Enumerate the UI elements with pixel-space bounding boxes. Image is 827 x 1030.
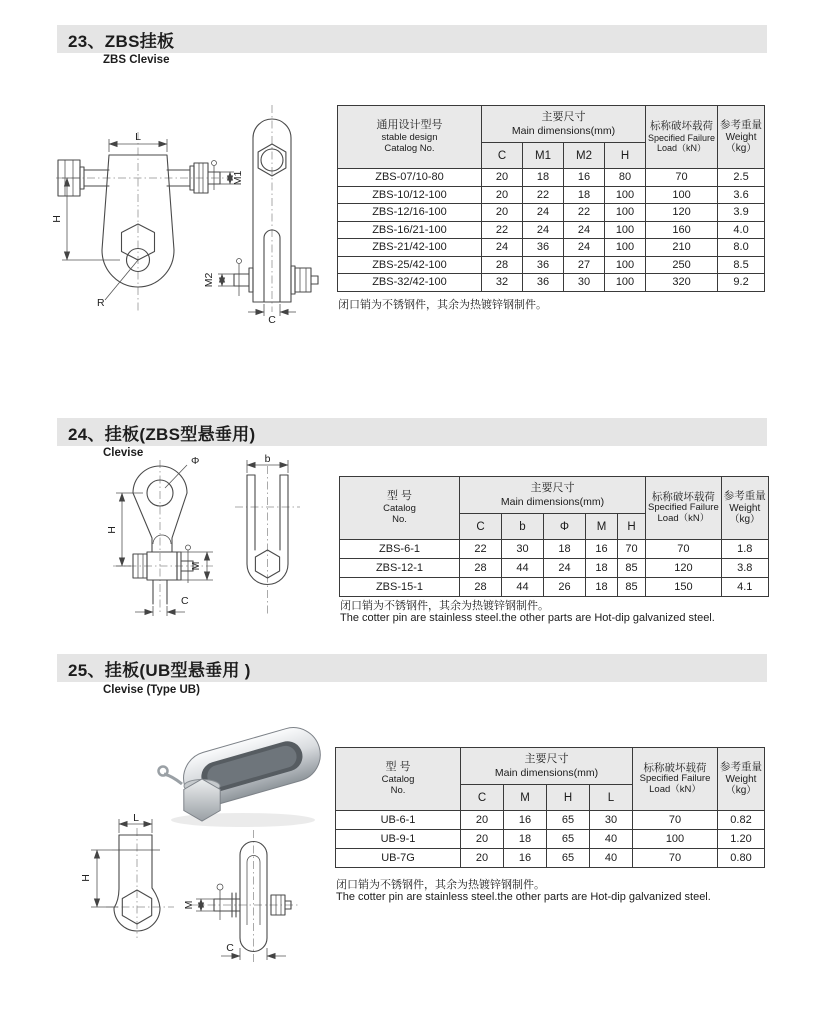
section-23-note-cn: 闭口销为不锈钢件，其余为热镀锌钢制件。 (338, 299, 547, 311)
cell: 20 (482, 186, 523, 204)
cell: 36 (523, 274, 564, 292)
catalog-cell: UB-9-1 (336, 830, 461, 849)
dim-label-M: M (183, 900, 195, 910)
catalog-cell: ZBS-12-1 (340, 559, 460, 578)
cell: 24 (523, 221, 564, 239)
clevise-zbs-spec-table (339, 476, 769, 597)
section-23-title: 23、ZBS挂板 (68, 31, 175, 51)
cell: 20 (482, 169, 523, 187)
cell: 28 (460, 578, 502, 597)
cell: 100 (646, 186, 718, 204)
cell: 150 (646, 578, 722, 597)
cell: 18 (586, 578, 618, 597)
table-row (338, 186, 765, 204)
section-23-subtitle: ZBS Clevise (103, 54, 170, 66)
cell: 28 (460, 559, 502, 578)
table-row (336, 811, 765, 830)
cotter-pin (164, 774, 182, 784)
clevise-zbs-technical-drawing (95, 452, 330, 632)
dim-col: Φ (544, 514, 586, 540)
table-row (338, 221, 765, 239)
dim-label-M: M (190, 561, 202, 571)
load-header: 标称破坏载荷 Specified Failure Load（kN） (633, 748, 718, 811)
zbs-side-view (203, 105, 318, 325)
load-header: 标称破坏载荷 Specified Failure Load（kN） (646, 106, 718, 169)
catalog-cell: ZBS-32/42-100 (338, 274, 482, 292)
dim-col: H (605, 143, 646, 169)
table-row (338, 256, 765, 274)
dim-label-C: C (181, 595, 189, 607)
cell: 22 (482, 221, 523, 239)
catalog-cell: ZBS-10/12-100 (338, 186, 482, 204)
cell: 3.9 (718, 204, 765, 222)
dims-header: 主要尺寸 Main dimensions(mm) (460, 477, 646, 514)
cell: 100 (605, 239, 646, 257)
cell: 20 (461, 830, 504, 849)
cell: 250 (646, 256, 718, 274)
cell: 70 (618, 540, 646, 559)
catalog-cell: ZBS-16/21-100 (338, 221, 482, 239)
clevise-front-view (106, 455, 213, 616)
cell: 16 (564, 169, 605, 187)
cell: 18 (504, 830, 547, 849)
cell: 100 (633, 830, 718, 849)
cell: 32 (482, 274, 523, 292)
dim-col: M1 (523, 143, 564, 169)
cell: 320 (646, 274, 718, 292)
table-row (340, 578, 769, 597)
cell: 120 (646, 559, 722, 578)
section-25-bar (57, 654, 767, 682)
cell: 1.8 (721, 540, 768, 559)
section-23-bar (57, 25, 767, 53)
cell: 26 (544, 578, 586, 597)
table-row (338, 204, 765, 222)
cell: 85 (618, 578, 646, 597)
table-row (338, 274, 765, 292)
dim-label-phi: Φ (191, 455, 200, 467)
dim-label-L: L (133, 812, 139, 824)
cell: 120 (646, 204, 718, 222)
cell: 4.1 (721, 578, 768, 597)
cell: 40 (590, 849, 633, 868)
cell: 16 (504, 849, 547, 868)
dim-col: H (618, 514, 646, 540)
cell: 18 (564, 186, 605, 204)
cell: 100 (605, 204, 646, 222)
cell: 30 (502, 540, 544, 559)
section-25-note-cn: 闭口销为不锈钢件，其余为热镀锌钢制件。 (336, 879, 545, 891)
cell: 160 (646, 221, 718, 239)
cell: 24 (523, 204, 564, 222)
ub-spec-table (335, 747, 765, 868)
dim-label-b: b (264, 453, 271, 465)
cell: 24 (482, 239, 523, 257)
dims-header: 主要尺寸 Main dimensions(mm) (461, 748, 633, 785)
cell: 22 (564, 204, 605, 222)
cell: 100 (605, 186, 646, 204)
section-25-subtitle: Clevise (Type UB) (103, 684, 200, 696)
table-row (338, 169, 765, 187)
cell: 1.20 (718, 830, 765, 849)
dim-col: C (482, 143, 523, 169)
section-25-note-en: The cotter pin are stainless steel.the other parts are Hot-dip galvanized steel. (336, 891, 711, 903)
cell: 70 (646, 169, 718, 187)
cell: 22 (523, 186, 564, 204)
cell: 30 (590, 811, 633, 830)
cell: 100 (605, 274, 646, 292)
dim-label-M1: M1 (232, 170, 244, 186)
weight-header: 参考重量 Weight （kg） (721, 477, 768, 540)
catalog-header: 通用设计型号 stable design Catalog No. (338, 106, 482, 169)
catalog-header: 型 号 Catalog No. (340, 477, 460, 540)
table-row (340, 559, 769, 578)
weight-header: 参考重量 Weight （kg） (718, 106, 765, 169)
ub-side-view (183, 830, 298, 965)
cell: 16 (586, 540, 618, 559)
cell: 24 (564, 239, 605, 257)
cell: 2.5 (718, 169, 765, 187)
cell: 65 (547, 830, 590, 849)
weight-header: 参考重量 Weight （kg） (718, 748, 765, 811)
dim-col: C (461, 785, 504, 811)
section-24-subtitle: Clevise (103, 447, 144, 459)
dim-col: L (590, 785, 633, 811)
ub-technical-drawing (80, 810, 305, 970)
cell: 44 (502, 578, 544, 597)
dim-col: H (547, 785, 590, 811)
cell: 36 (523, 256, 564, 274)
dim-label-H: H (51, 215, 63, 223)
cell: 70 (633, 849, 718, 868)
catalog-cell: ZBS-21/42-100 (338, 239, 482, 257)
cell: 24 (564, 221, 605, 239)
cell: 27 (564, 256, 605, 274)
dim-label-C: C (268, 314, 276, 325)
dim-col: b (502, 514, 544, 540)
cell: 100 (605, 256, 646, 274)
dim-col: M (504, 785, 547, 811)
load-header: 标称破坏载荷 Specified Failure Load（kN） (646, 477, 722, 540)
cell: 3.6 (718, 186, 765, 204)
dim-label-H: H (106, 526, 118, 534)
section-25-title: 25、挂板(UB型悬垂用 ) (68, 660, 251, 680)
cell: 44 (502, 559, 544, 578)
table-row (340, 540, 769, 559)
cotter-pin-ring (159, 767, 168, 776)
section-24-bar (57, 418, 767, 446)
dim-label-R: R (97, 297, 105, 309)
cell: 70 (633, 811, 718, 830)
cell: 36 (523, 239, 564, 257)
cell: 16 (504, 811, 547, 830)
dims-header: 主要尺寸 Main dimensions(mm) (482, 106, 646, 143)
zbs-spec-table (337, 105, 765, 292)
cell: 30 (564, 274, 605, 292)
section-24-note-cn: 闭口销为不锈钢件，其余为热镀锌钢制件。 (340, 600, 549, 612)
cell: 18 (523, 169, 564, 187)
cell: 80 (605, 169, 646, 187)
catalog-cell: ZBS-15-1 (340, 578, 460, 597)
zbs-front-view (51, 131, 244, 312)
section-24-note-en: The cotter pin are stainless steel.the other parts are Hot-dip galvanized steel. (340, 612, 715, 624)
dim-col: M (586, 514, 618, 540)
table-row (336, 830, 765, 849)
table-row (336, 849, 765, 868)
catalog-cell: UB-6-1 (336, 811, 461, 830)
cell: 22 (460, 540, 502, 559)
cell: 65 (547, 849, 590, 868)
cell: 3.8 (721, 559, 768, 578)
catalog-cell: ZBS-07/10-80 (338, 169, 482, 187)
zbs-technical-drawing (50, 90, 332, 325)
cell: 40 (590, 830, 633, 849)
cell: 8.5 (718, 256, 765, 274)
catalog-cell: UB-7G (336, 849, 461, 868)
cell: 85 (618, 559, 646, 578)
cell: 4.0 (718, 221, 765, 239)
dim-col: M2 (564, 143, 605, 169)
section-24-title: 24、挂板(ZBS型悬垂用) (68, 424, 256, 444)
cell: 0.82 (718, 811, 765, 830)
dim-label-M2: M2 (203, 272, 215, 288)
cell: 20 (461, 811, 504, 830)
dim-label-L: L (135, 131, 141, 143)
ub-front-view (80, 812, 174, 938)
cell: 100 (605, 221, 646, 239)
cell: 65 (547, 811, 590, 830)
dim-label-C: C (226, 942, 234, 954)
catalog-cell: ZBS-6-1 (340, 540, 460, 559)
cell: 28 (482, 256, 523, 274)
cell: 20 (482, 204, 523, 222)
cell: 24 (544, 559, 586, 578)
catalog-header: 型 号 Catalog No. (336, 748, 461, 811)
cell: 0.80 (718, 849, 765, 868)
catalog-cell: ZBS-12/16-100 (338, 204, 482, 222)
clevise-side-view (235, 453, 300, 614)
catalog-cell: ZBS-25/42-100 (338, 256, 482, 274)
cell: 9.2 (718, 274, 765, 292)
cell: 8.0 (718, 239, 765, 257)
cell: 210 (646, 239, 718, 257)
cell: 18 (586, 559, 618, 578)
table-row (338, 239, 765, 257)
cell: 20 (461, 849, 504, 868)
dim-label-H: H (80, 874, 92, 882)
dim-col: C (460, 514, 502, 540)
cell: 70 (646, 540, 722, 559)
cell: 18 (544, 540, 586, 559)
